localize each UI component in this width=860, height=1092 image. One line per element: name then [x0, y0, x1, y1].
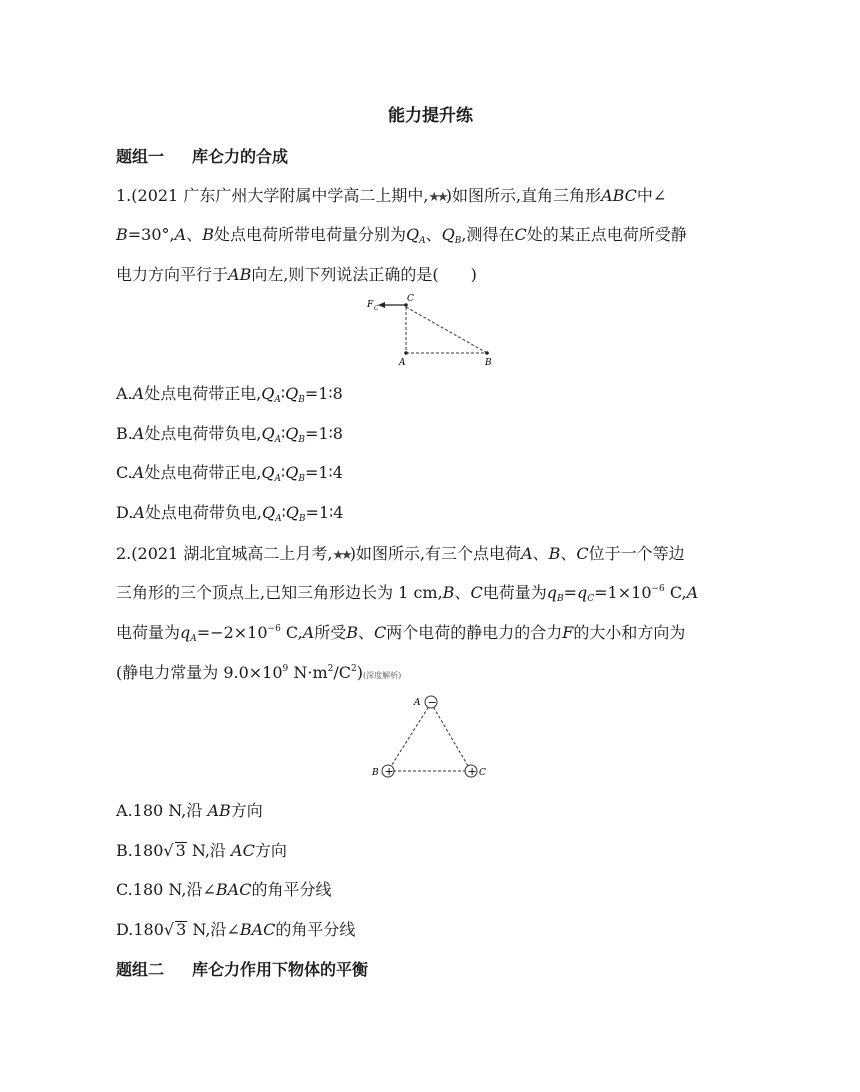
vertex-label-a: A — [414, 698, 421, 708]
q1-option-a[interactable]: A.A处点电荷带正电$,Q_A∶Q_B=1∶8$ — [116, 384, 343, 405]
q2-line-2: 三角形的三个顶点上,已知三角形边长为 1 cm,B、C电荷量为$q_B=q_C=1\times 10^{-6}$ C,A — [116, 583, 699, 604]
difficulty-star-icon: ★★ — [332, 548, 350, 563]
q1-option-c[interactable]: C.A处点电荷带正电$,Q_A∶Q_B=1∶4$ — [116, 463, 343, 484]
q2-option-c[interactable]: C.180 N,沿∠BAC的角平分线 — [116, 880, 332, 899]
q1-line-1: 1.(2021 广东广州大学附属中学高二上期中,★★)如图所示,直角三角形ABC中∠ — [116, 186, 667, 205]
charge-sign-c: + — [467, 765, 477, 778]
q2-line-1: 2.(2021 湖北宜城高二上月考,★★)如图所示,有三个点电荷A、B、C位于一个等边 — [116, 544, 685, 563]
charge-sign-a: − — [427, 696, 437, 709]
figure-equilateral-triangle — [368, 690, 492, 780]
q1-line-2: B=30°,A、B处点电荷所带电荷量分别为$Q_A$、$Q_B$,测得在C处的某正点电荷所受静 — [116, 225, 687, 246]
section-heading-1 — [116, 144, 288, 167]
vertex-label-b: B — [485, 358, 492, 368]
charge-sign-b: + — [384, 765, 394, 778]
svg-text:C: C — [374, 305, 379, 312]
vertex-label-a: A — [399, 358, 406, 368]
section-label: 题组一 — [116, 147, 165, 166]
force-label: F — [367, 300, 374, 310]
difficulty-star-icon: ★★ — [428, 190, 446, 205]
figure-right-triangle — [360, 292, 500, 370]
section-title: 库仑力的合成 — [192, 147, 289, 166]
vertex-label-c: C — [407, 294, 414, 304]
q1-line-3: 电力方向平行于AB向左,则下列说法正确的是( ) — [116, 265, 477, 284]
q2-line-4: (静电力常量为 $9.0\times 10^9$ $N\cdot m^2/C^2$)(深度解析) — [116, 663, 402, 682]
section-title: 库仑力作用下物体的平衡 — [192, 960, 369, 979]
vertex-label-b: B — [372, 768, 379, 778]
q2-line-3: 电荷量为$q_A=-2\times 10^{-6}$ C,A所受B、C两个电荷的静电力的合力F的大小和方向为 — [116, 623, 686, 644]
analysis-note: (深度解析) — [362, 671, 402, 680]
section-heading-2 — [116, 957, 368, 980]
q2-option-a[interactable]: A.180 N,沿 AB方向 — [116, 801, 263, 820]
vertex-label-c: C — [479, 768, 486, 778]
page-title: 能力提升练 — [388, 106, 473, 126]
q2-option-b[interactable]: B.180√ 3 N,沿 AC方向 — [116, 841, 287, 860]
q1-option-d[interactable]: D.A处点电荷带负电$,Q_A∶Q_B=1∶4$ — [116, 503, 344, 524]
section-label: 题组二 — [116, 960, 165, 979]
q2-option-d[interactable]: D.180√ 3 N,沿∠BAC的角平分线 — [116, 920, 356, 939]
q1-option-b[interactable]: B.A处点电荷带负电$,Q_A∶Q_B=1∶8$ — [116, 424, 343, 445]
